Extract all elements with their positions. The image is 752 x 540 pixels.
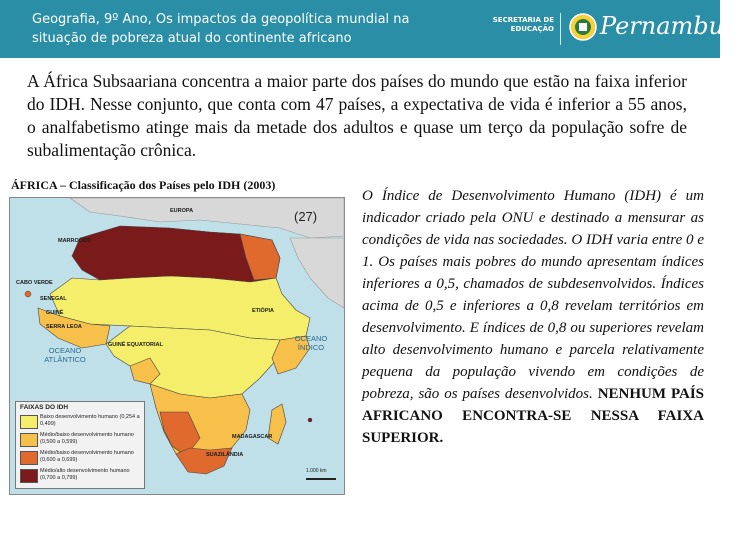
scale-label: 1.000 km [306,468,327,474]
map-legend [15,401,145,489]
legend-label: Médio/alto desenvolvimento humano (0,700 a 0,799) [40,468,130,481]
label-serra-leoa: SERRA LEOA [46,324,82,330]
idh-explanation [362,185,704,449]
africa-idh-map [9,197,345,495]
map-scale [306,468,336,474]
label-europa: EUROPA [170,208,194,214]
label-madagascar: MADAGASCAR [232,434,273,440]
legend-label: Médio/baixo desenvolvimento humano (0,500 a 0,599) [40,432,134,445]
atlantic-ocean-label: OCEANO ATLÂNTICO [44,346,86,364]
legend-item [20,450,142,465]
label-etiopia: ETIÓPIA [252,308,275,314]
indian-ocean-label: OCEANO ÍNDICO [294,334,328,352]
map-caption: ÁFRICA – Classificação dos Países pelo IDH (2003) [11,178,276,192]
pernambuco-logo: Pernambuco [600,12,752,40]
legend-item [20,414,142,429]
secretaria-label: SECRETARIA DE EDUCAÇÃO [492,16,554,33]
label-senegal: SENEGAL [40,296,67,302]
legend-swatch [20,415,38,429]
legend-label: Médio/baixo desenvolvimento humano (0,600 a 0,699) [40,450,134,463]
legend-swatch [20,451,38,465]
label-guine: GUINÉ [46,310,64,316]
state-seal-icon [568,12,598,42]
legend-swatch [20,469,38,483]
institution-logos [492,9,752,49]
idh-explanation-italic: O Índice de Desenvolvimento Humano (IDH) é um indicador criado pela ONU e destinado a mensurar as condições de vida nas sociedades. O IDH varia entre 0 e 1. Os países mais pobres do mundo apresentam índices inferiores a 0,5, chamados de subdesenvolvidos. Índices acima de 0,5 e inferiores a 0,8 revelam territórios em desenvolvimento. E índices de 0,8 ou superiores revelam alto desenvolvimento humano e parcela relativamente pequena da população vivendo em condições de pobreza, são os países desenvolvidos. [362,188,704,402]
label-suazilandia: SUAZILÂNDIA [206,452,244,458]
logo-divider [560,13,561,45]
main-paragraph: A África Subsaariana concentra a maior parte dos países do mundo que estão na faixa inferior do IDH. Nesse conjunto, que conta com 47 países, a expectativa de vida é inferior a 55 anos, o analfabetismo atinge mais da metade dos adultos e quase um terço da população sofre de subalimentação crônica. [27,71,687,160]
legend-item [20,432,142,447]
legend-label: Baixo desenvolvimento humano (0,254 a 0,499) [40,414,140,427]
legend-title: FAIXAS DO IDH [20,404,69,411]
label-guine-equatorial: GUINÉ EQUATORIAL [108,342,163,348]
lesson-title: Geografia, 9º Ano, Os impactos da geopolítica mundial na situação de pobreza atual do continente africano [32,12,410,46]
scale-bar [306,478,336,480]
idh-explanation-bold: NENHUM PAÍS AFRICANO ENCONTRA-SE NESSA FAIXA SUPERIOR. [362,386,705,446]
map-number-badge: (27) [294,209,318,224]
legend-swatch [20,433,38,447]
label-marrocos: MARROCOS [58,238,91,244]
legend-item [20,468,142,483]
header-bar [0,0,752,58]
label-cabo-verde: CABO VERDE [16,280,53,286]
